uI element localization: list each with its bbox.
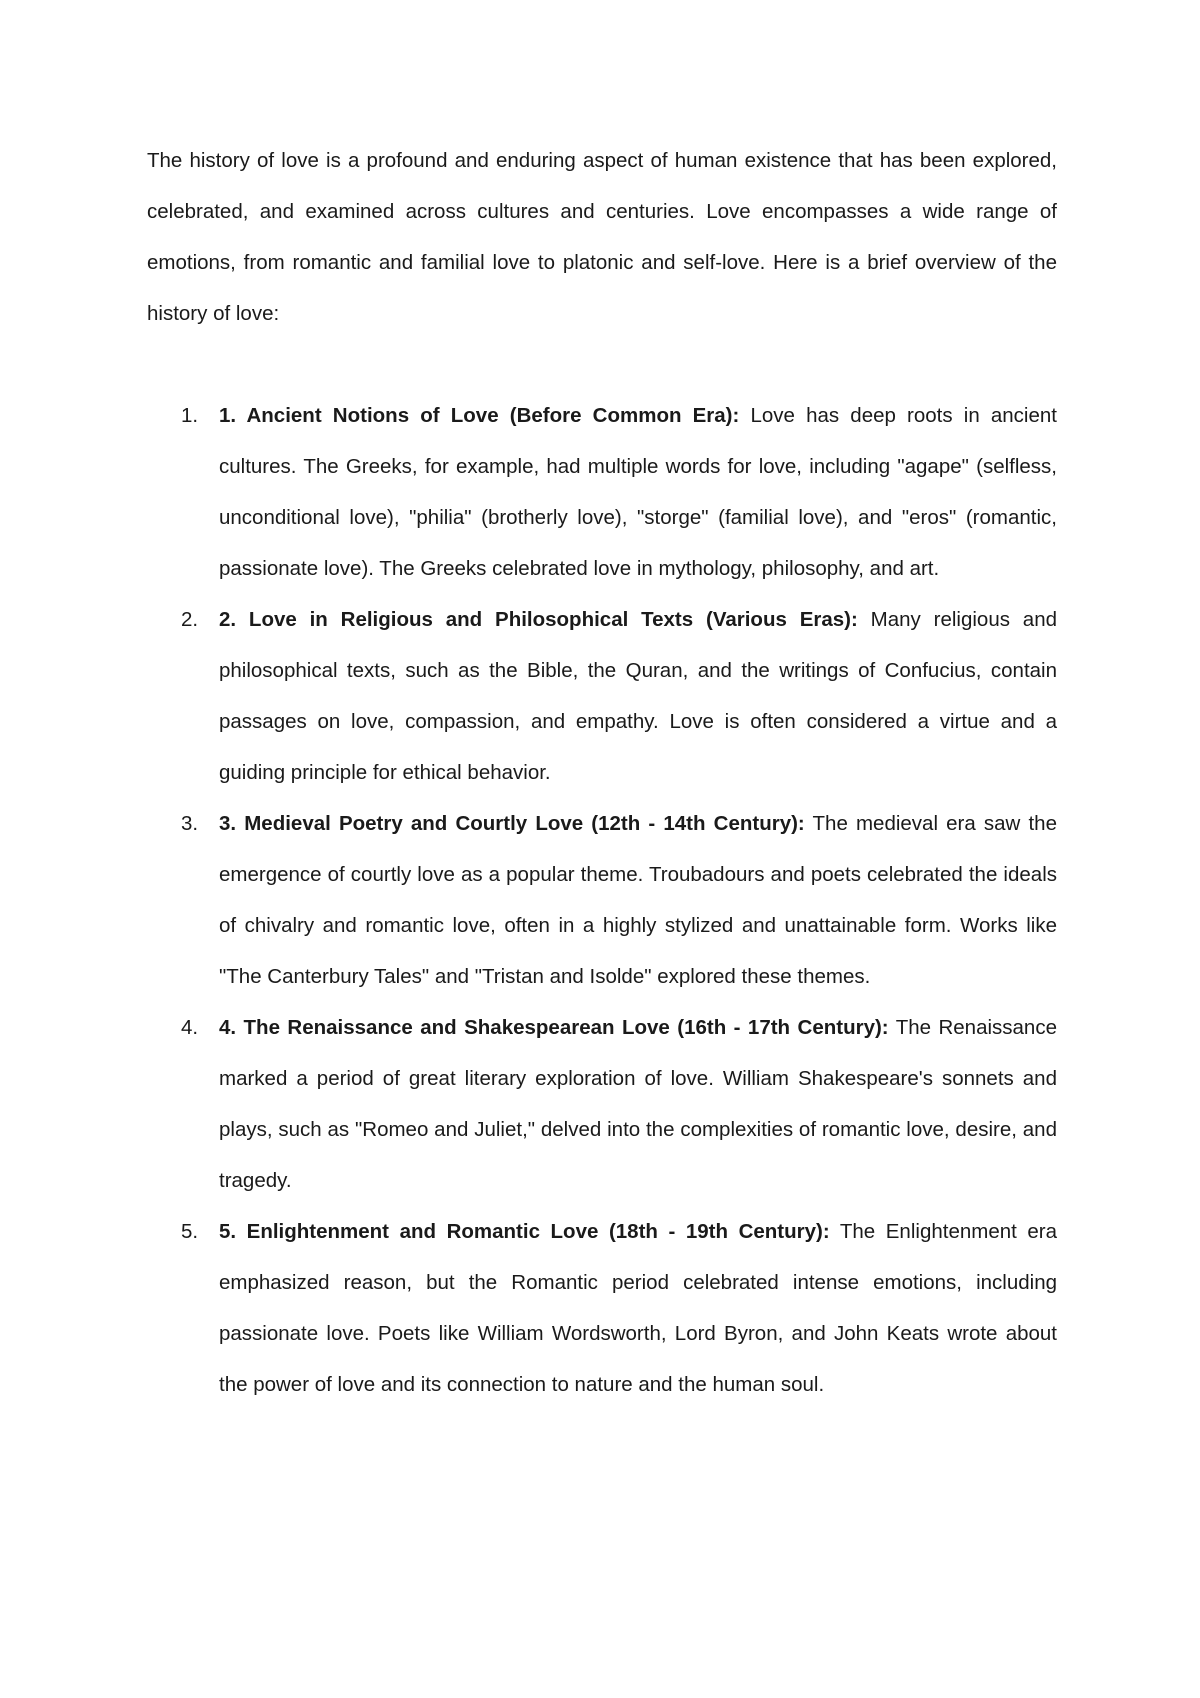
- list-item: [147, 1002, 1057, 1206]
- item-body: Many religious and philosophical texts, such as the Bible, the Quran, and the writings of Confucius, contain passages on love, compassion, and empathy. Love is often considered a virtue and a guiding principle for ethical behavior.: [219, 608, 1058, 784]
- item-body: The Renaissance marked a period of great literary exploration of love. William Shakespeare's sonnets and plays, such as "Romeo and Juliet," delved into the complexities of romantic love, desire, and tragedy.: [219, 1016, 1057, 1192]
- intro-paragraph: The history of love is a profound and enduring aspect of human existence that has been explored, celebrated, and examined across cultures and centuries. Love encompasses a wide range of emotions, from romantic and familial love to platonic and self-love. Here is a brief overview of the history of love:: [147, 149, 1057, 325]
- list-item: [147, 1206, 1057, 1410]
- list-marker: 1.: [181, 404, 199, 427]
- list-item: [147, 390, 1057, 594]
- list-item: [147, 594, 1057, 798]
- list-marker: 3.: [181, 812, 199, 835]
- item-heading: 3. Medieval Poetry and Courtly Love (12th - 14th Century):: [219, 812, 805, 835]
- item-heading: 2. Love in Religious and Philosophical Texts (Various Eras):: [219, 608, 858, 631]
- item-body: The Enlightenment era emphasized reason, but the Romantic period celebrated intense emotions, including passionate love. Poets like William Wordsworth, Lord Byron, and John Keats wrote about the power of love and its connection to nature and the human soul.: [219, 1220, 1058, 1396]
- list-marker: 4.: [181, 1016, 199, 1039]
- list-marker: 5.: [181, 1220, 199, 1243]
- history-list: [147, 390, 1057, 1410]
- item-heading: 5. Enlightenment and Romantic Love (18th - 19th Century):: [219, 1220, 830, 1243]
- list-marker: 2.: [181, 608, 199, 631]
- item-heading: 4. The Renaissance and Shakespearean Love (16th - 17th Century):: [219, 1016, 889, 1039]
- list-item: [147, 798, 1057, 1002]
- item-body: The medieval era saw the emergence of courtly love as a popular theme. Troubadours and poets celebrated the ideals of chivalry and romantic love, often in a highly stylized and unattainable form. Works like "The Canterbury Tales" and "Tristan and Isolde" explored these themes.: [219, 812, 1057, 988]
- item-heading: 1. Ancient Notions of Love (Before Common Era):: [219, 404, 740, 427]
- item-body: Love has deep roots in ancient cultures. The Greeks, for example, had multiple words for love, including "agape" (selfless, unconditional love), "philia" (brotherly love), "storge" (familial love), and "eros" (romantic, passionate love). The Greeks celebrated love in mythology, philosophy, and art.: [219, 404, 1057, 580]
